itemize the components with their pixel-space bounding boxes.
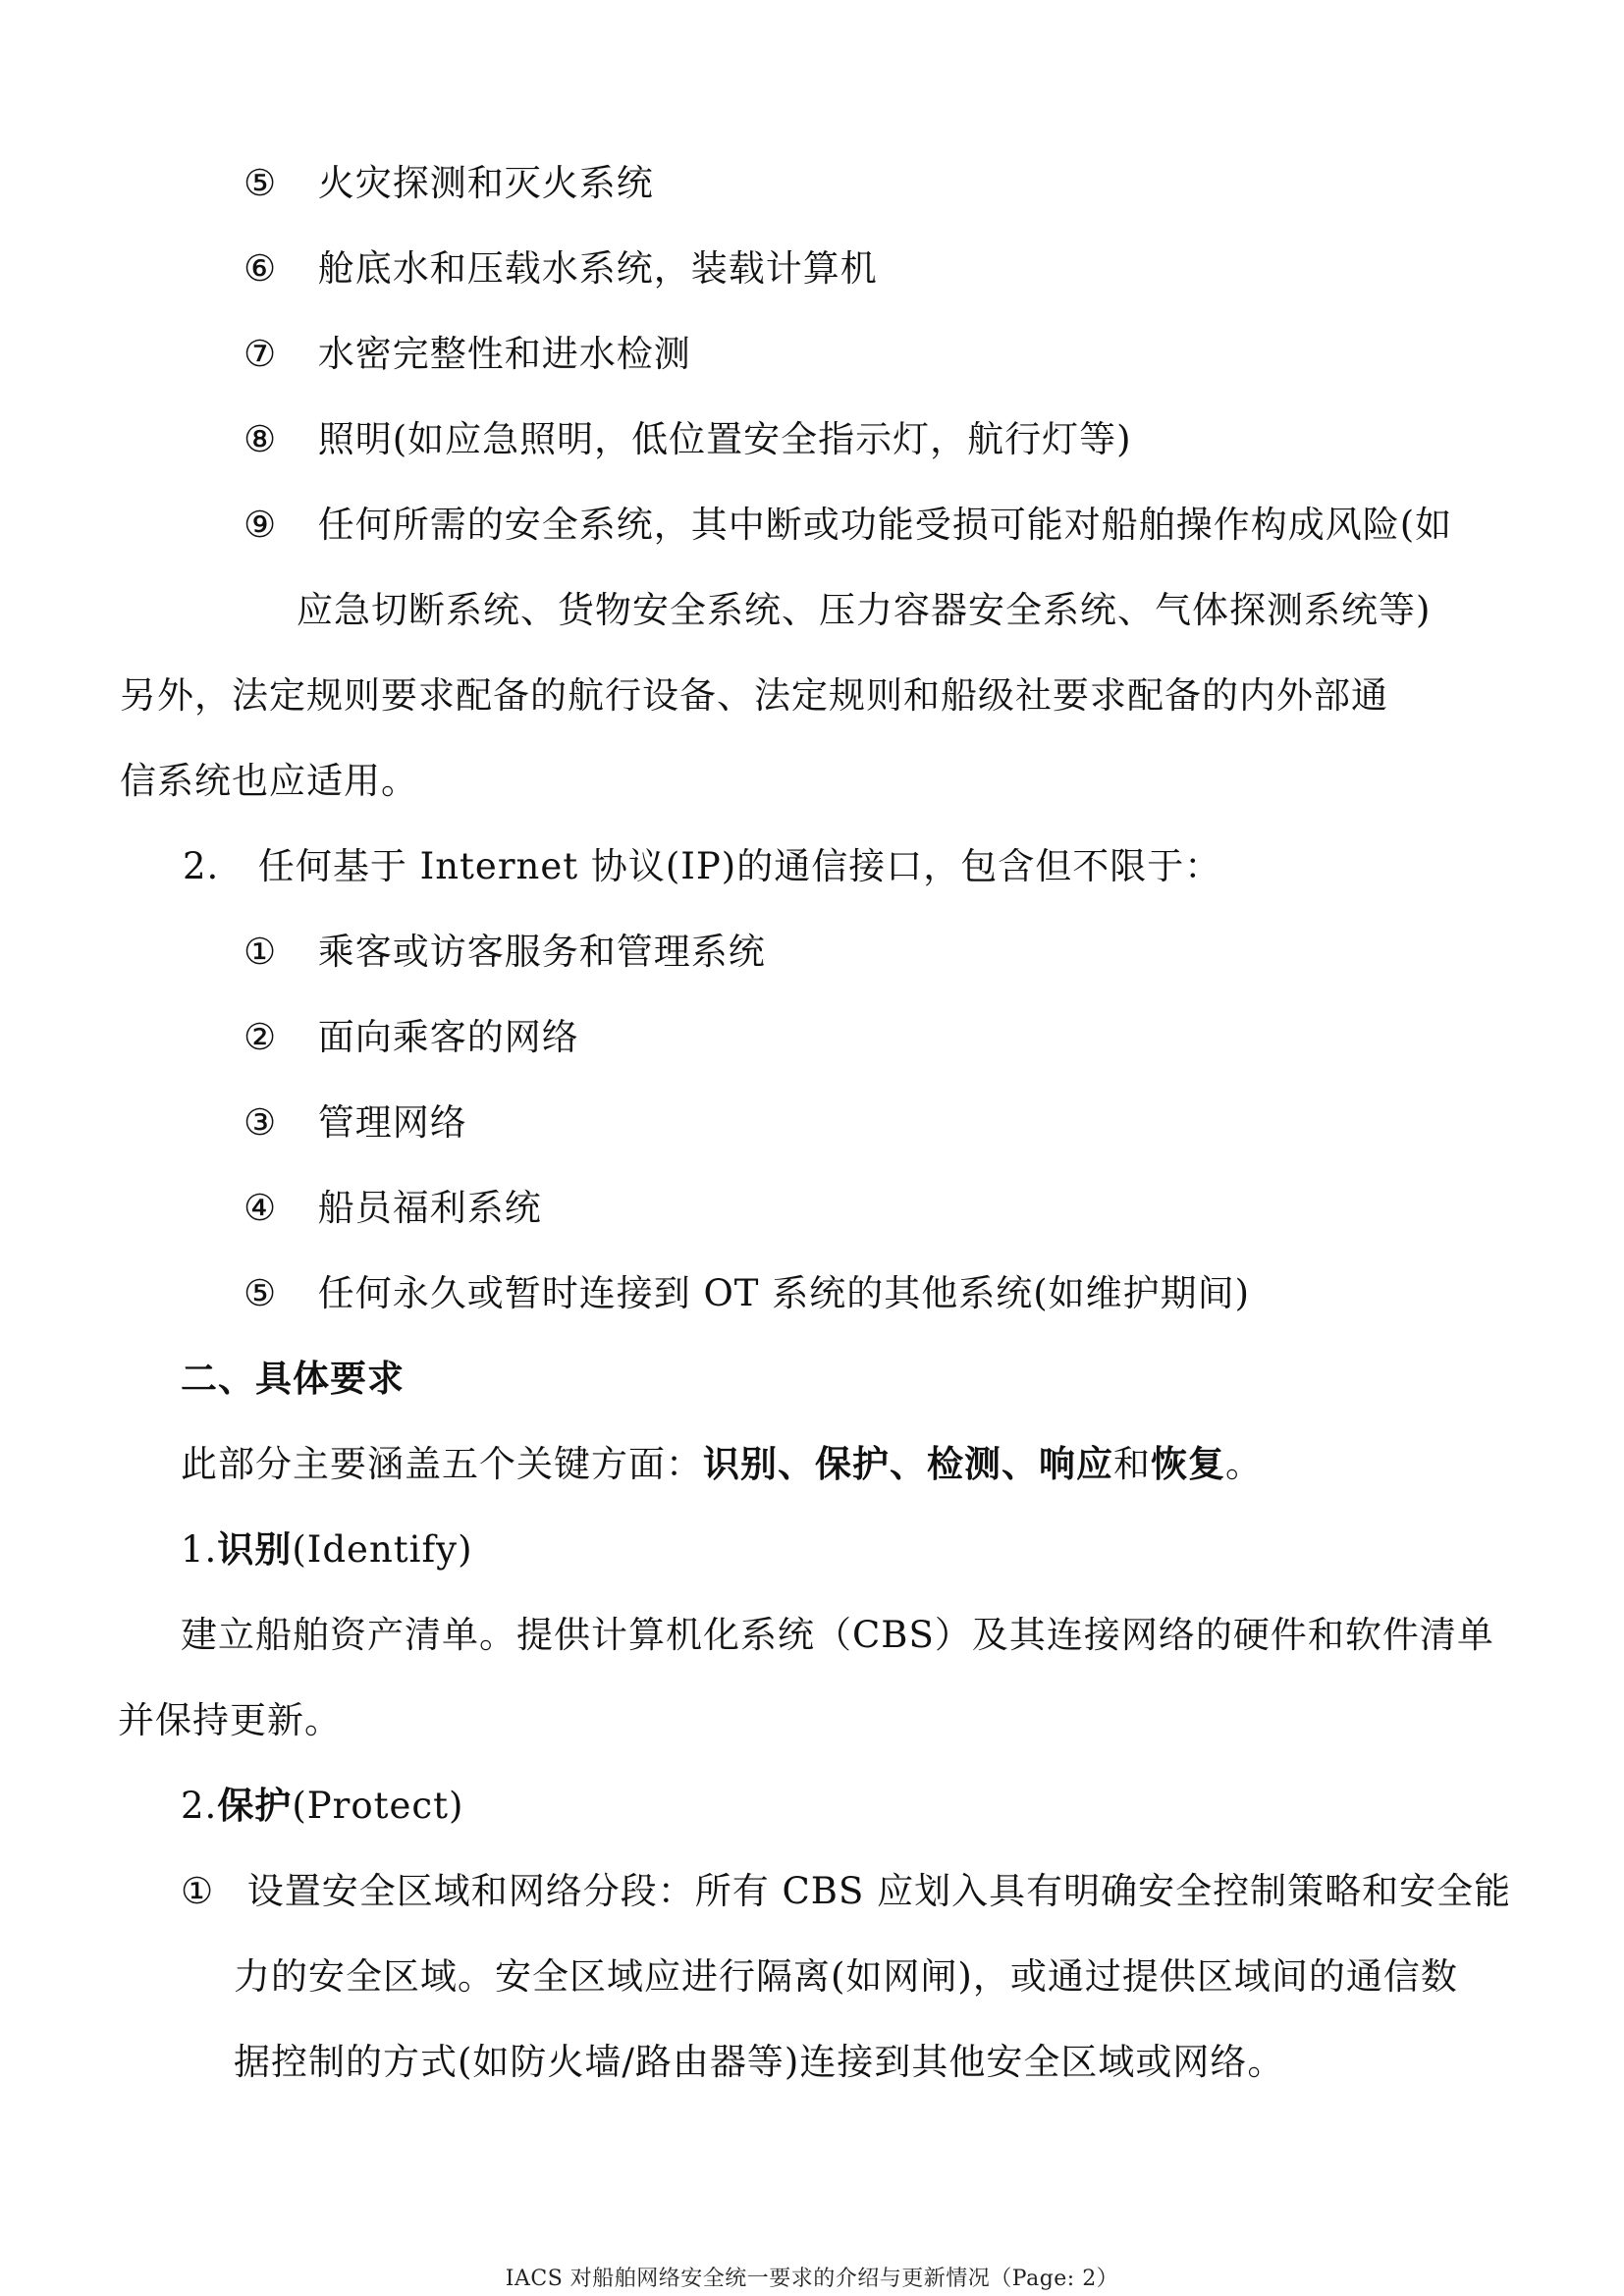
- list-item-text: 照明(如应急照明，低位置安全指示灯，航行灯等): [317, 418, 1132, 460]
- item-text: 任何基于 Internet 协议(IP)的通信接口，包含但不限于：: [257, 845, 1222, 887]
- subsection-english: (Protect): [292, 1785, 464, 1827]
- list-item-text: 管理网络: [317, 1101, 467, 1144]
- section-heading: 二、具体要求: [181, 1358, 405, 1400]
- subsection-number: 2.: [181, 1785, 218, 1827]
- aspect-and: 和: [1113, 1443, 1151, 1485]
- list-item-text: 水密完整性和进水检测: [317, 333, 691, 375]
- list-marker: ②: [244, 1016, 278, 1058]
- list-item-text: 乘客或访客服务和管理系统: [317, 931, 766, 973]
- list-item-continuation: 应急切断系统、货物安全系统、压力容器安全系统、气体探测系统等): [297, 589, 1432, 631]
- list-item-text: 任何永久或暂时连接到 OT 系统的其他系统(如维护期间): [317, 1272, 1251, 1314]
- list-marker: ①: [244, 931, 278, 973]
- list-item-text: 船员福利系统: [317, 1187, 542, 1229]
- subsection-heading-identify: [181, 1526, 473, 1574]
- paragraph-line: 并保持更新。: [118, 1699, 342, 1741]
- subsection-title: 保护: [217, 1785, 293, 1827]
- list-item: [244, 1099, 467, 1147]
- aspect-respond: 响应: [1039, 1443, 1113, 1485]
- list-marker: ⑤: [244, 162, 278, 204]
- list-item: [244, 1185, 542, 1232]
- aspect-separator: 、: [1001, 1443, 1039, 1485]
- list-marker: ①: [181, 1870, 215, 1912]
- paragraph-line: 信系统也应适用。: [120, 760, 418, 802]
- list-marker: ⑨: [244, 504, 278, 546]
- list-item: [244, 1270, 1250, 1317]
- subsection-title: 识别: [217, 1528, 293, 1571]
- list-item-continuation: 据控制的方式(如防火墙/路由器等)连接到其他安全区域或网络。: [234, 2041, 1285, 2083]
- paragraph-line: 建立船舶资产清单。提供计算机化系统（CBS）及其连接网络的硬件和软件清单: [181, 1614, 1494, 1656]
- list-item: [244, 160, 654, 207]
- list-marker: ④: [244, 1187, 278, 1229]
- intro-end: 。: [1225, 1443, 1263, 1485]
- list-item-text: 舱底水和压载水系统，装载计算机: [317, 247, 878, 290]
- list-marker: ③: [244, 1101, 278, 1144]
- list-marker: ⑤: [244, 1272, 278, 1314]
- aspect-separator: 、: [890, 1443, 927, 1485]
- subsection-english: (Identify): [292, 1528, 473, 1571]
- section-intro: [181, 1441, 1263, 1488]
- list-item: [244, 331, 691, 378]
- list-item-text: 火灾探测和灭火系统: [317, 162, 654, 204]
- item-number: 2.: [183, 845, 220, 887]
- list-marker: ⑦: [244, 333, 278, 375]
- list-item: [244, 502, 1452, 549]
- list-item-text: 设置安全区域和网络分段：所有 CBS 应划入具有明确安全控制策略和安全能: [246, 1870, 1512, 1912]
- page-footer: IACS 对船舶网络安全统一要求的介绍与更新情况（Page: 2）: [505, 2267, 1119, 2291]
- aspect-separator: 、: [778, 1443, 815, 1485]
- list-marker: ⑧: [244, 418, 278, 460]
- intro-prefix: 此部分主要涵盖五个关键方面：: [181, 1443, 703, 1485]
- list-item: [244, 1014, 579, 1061]
- paragraph-line: 另外，法定规则要求配备的航行设备、法定规则和船级社要求配备的内外部通: [120, 674, 1388, 717]
- list-item: [244, 245, 878, 293]
- list-item-text: 任何所需的安全系统，其中断或功能受损可能对船舶操作构成风险(如: [317, 504, 1453, 546]
- list-item-text: 面向乘客的网络: [317, 1016, 579, 1058]
- aspect-recover: 恢复: [1151, 1443, 1225, 1485]
- list-item: [244, 929, 766, 976]
- subsection-number: 1.: [181, 1528, 218, 1571]
- list-marker: ⑥: [244, 247, 278, 290]
- subsection-heading-protect: [181, 1783, 463, 1830]
- aspect-detect: 检测: [927, 1443, 1001, 1485]
- aspect-protect: 保护: [815, 1443, 890, 1485]
- list-item-continuation: 力的安全区域。安全区域应进行隔离(如网闸)，或通过提供区域间的通信数: [234, 1955, 1458, 1998]
- numbered-item: [183, 843, 1221, 890]
- aspect-identify: 识别: [703, 1443, 778, 1485]
- list-item: [244, 416, 1132, 463]
- list-item: [181, 1868, 1511, 1915]
